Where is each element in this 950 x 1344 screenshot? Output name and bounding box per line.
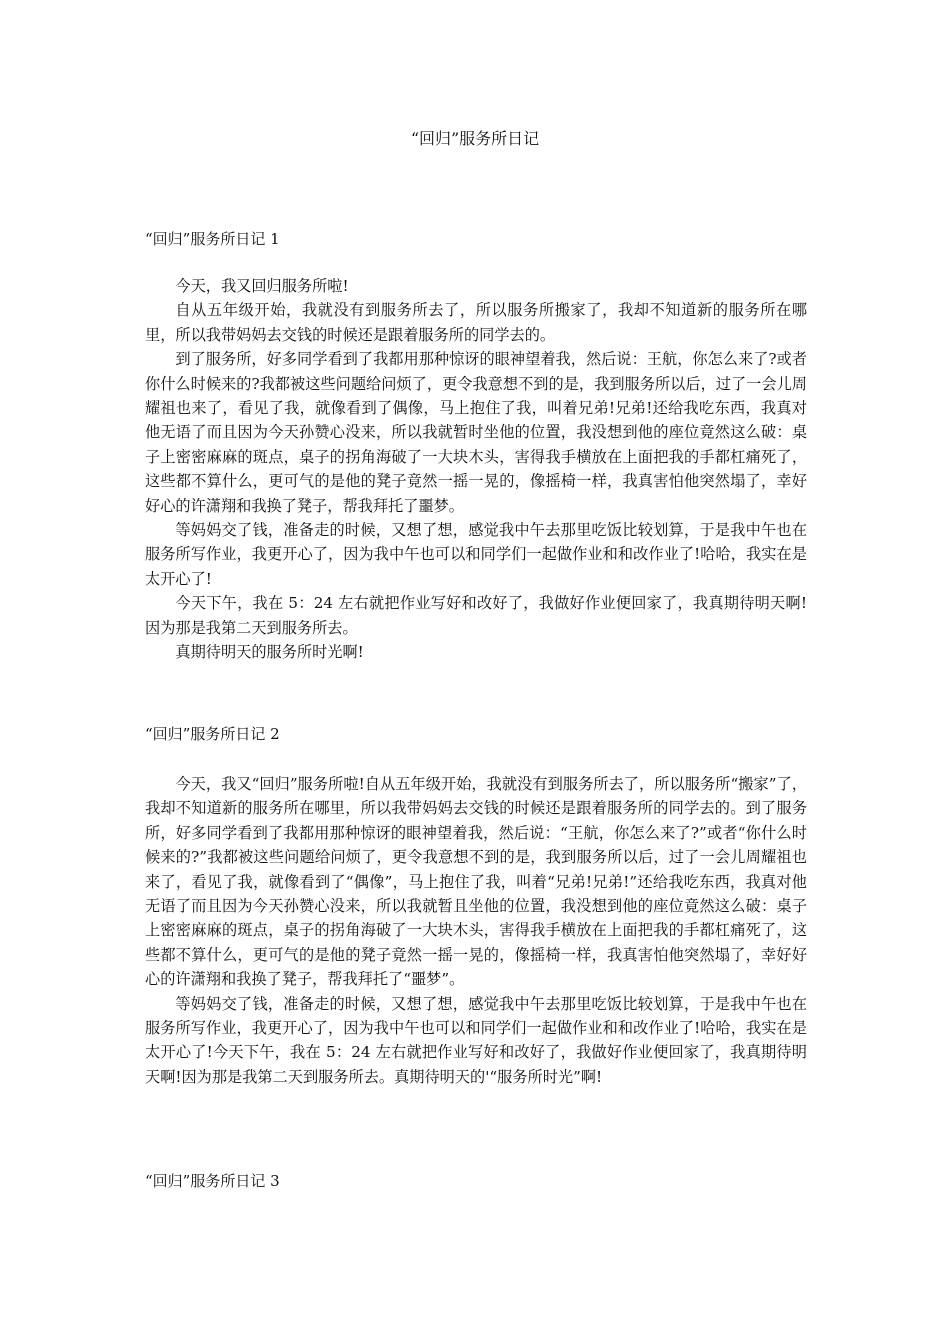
paragraph: 等妈妈交了钱，准备走的时候，又想了想，感觉我中午去那里吃饭比较划算，于是我中午也在服务所写作业，我更开心了，因为我中午也可以和同学们一起做作业和和改作业了!哈哈，我实在是太开心了!今天下午，我在 5：24 左右就把作业写好和改好了，我做好作业便回家了，我真期待明天啊!因为那是我第二天到服务所去。真期待明天的'“服务所时光”啊! xyxy=(145,994,807,1086)
section-heading-1: “回归”服务所日记 1 xyxy=(145,230,280,248)
paragraph: 今天，我又“回归”服务所啦!自从五年级开始，我就没有到服务所去了，所以服务所“搬家”了，我却不知道新的服务所在哪里，所以我带妈妈去交钱的时候还是跟着服务所的同学去的。到了服务所，好多同学看到了我都用那种惊讶的眼神望着我，然后说：“王航，你怎么来了?”或者“你什么时候来的?”我都被这些问题给问烦了，更令我意想不到的是，我到服务所以后，过了一会儿周耀祖也来了，看见了我，就像看到了“偶像”，马上抱住了我，叫着“兄弟!兄弟!”还给我吃东西，我真对他无语了而且因为今天孙赞心没来，所以我就暂且坐他的位置，我没想到他的座位竟然这么破：桌子上密密麻麻的斑点，桌子的拐角海破了一大块木头，害得我手横放在上面把我的手都杠痛死了，这些都不算什么，更可气的是他的凳子竟然一摇一晃的，像摇椅一样，我真害怕他突然塌了，幸好好心的许潇翔和我换了凳子，帮我拜托了“噩梦”。 xyxy=(145,775,807,989)
paragraph: 今天，我又回归服务所啦! xyxy=(175,277,349,295)
paragraph: 到了服务所，好多同学看到了我都用那种惊讶的眼神望着我，然后说：王航，你怎么来了?或者你什么时候来的?我都被这些问题给问烦了，更令我意想不到的是，我到服务所以后，过了一会儿周耀祖也来了，看见了我，就像看到了偶像，马上抱住了我，叫着兄弟!兄弟!还给我吃东西，我真对他无语了而且因为今天孙赞心没来，所以我就暂时坐他的位置，我没想到他的座位竟然这么破：桌子上密密麻麻的斑点，桌子的拐角海破了一大块木头，害得我手横放在上面把我的手都杠痛死了，这些都不算什么，更可气的是他的凳子竟然一摇一晃的，像摇椅一样，我真害怕他突然塌了，幸好好心的许潇翔和我换了凳子，帮我拜托了噩梦。 xyxy=(145,350,807,515)
section-body-2 xyxy=(145,772,807,1089)
paragraph: 今天下午，我在 5：24 左右就把作业写好和改好了，我做好作业便回家了，我真期待明天啊!因为那是我第二天到服务所去。 xyxy=(145,594,807,637)
paragraph: 等妈妈交了钱，准备走的时候，又想了想，感觉我中午去那里吃饭比较划算，于是我中午也在服务所写作业，我更开心了，因为我中午也可以和同学们一起做作业和和改作业了!哈哈，我实在是太开心了! xyxy=(145,521,807,588)
section-heading-2: “回归”服务所日记 2 xyxy=(145,725,280,743)
section-heading-3: “回归”服务所日记 3 xyxy=(145,1172,280,1190)
section-body-1 xyxy=(145,274,807,665)
paragraph: 自从五年级开始，我就没有到服务所去了，所以服务所搬家了，我却不知道新的服务所在哪里，所以我带妈妈去交钱的时候还是跟着服务所的同学去的。 xyxy=(145,301,807,344)
document-title: “回归”服务所日记 xyxy=(410,129,540,148)
paragraph: 真期待明天的服务所时光啊! xyxy=(175,643,364,662)
